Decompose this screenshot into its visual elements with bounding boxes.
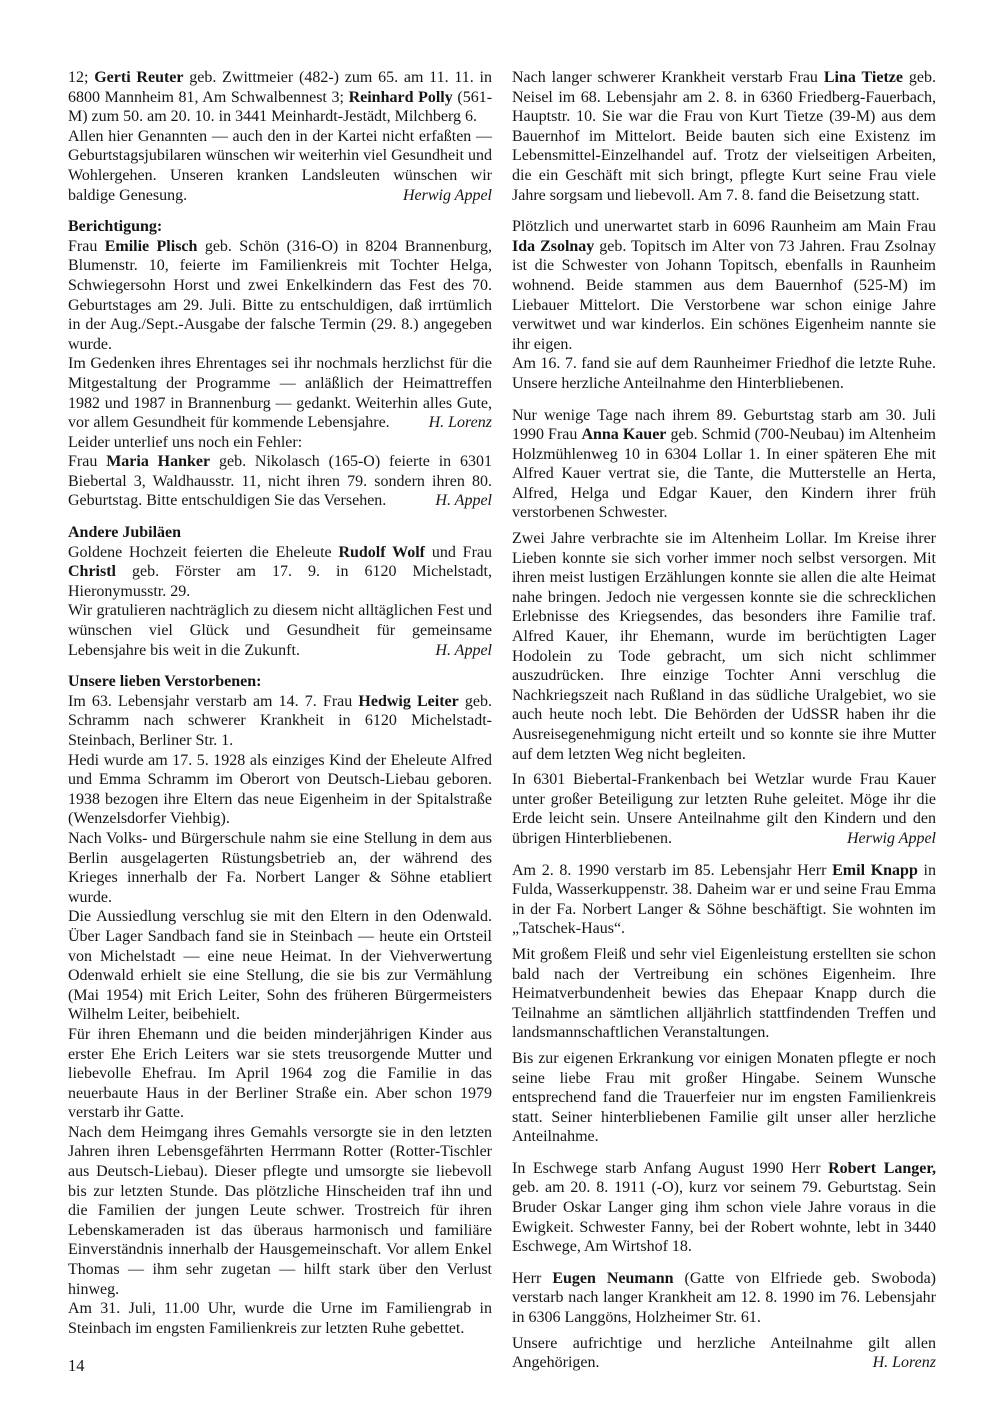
signature: H. Lorenz — [872, 1354, 936, 1372]
paragraph-text: Hedi wurde am 17. 5. 1928 als einziges Kind der Eheleute Alfred und Emma Schramm im Oberort von Deutsch-Liebau geboren. 1938 bezogen ihre Eltern das neue Eigenheim in der Spitalstraße (Wenzelsdorfer Viehbig). — [68, 751, 492, 828]
obituary-neumann-paragraph — [512, 1269, 936, 1328]
paragraph-text: Wir gratulieren nachträglich zu diesem nicht alltäglichen Fest und wünschen viel Glück und Gesundheit für gemeinsame Lebensjahre bis weit in die Zukunft. — [68, 602, 492, 659]
paragraph-text: Bis zur eigenen Erkrankung vor einigen Monaten pflegte er noch seine liebe Frau mit großer Hingabe. Seinem Wunsche entsprechend fand die Trauerfeier nur im engsten Familienkreis statt. Seiner hinterbliebenen Familie gilt unser aller herzliche Anteilnahme. — [512, 1049, 936, 1146]
obituary-neumann-condolence — [512, 1334, 936, 1373]
obituary-knapp-intro — [512, 861, 936, 939]
paragraph-text: Die Aussiedlung verschlug sie mit den Eltern in den Odenwald. Über Lager Sandbach fand sie in Steinbach — heute ein Ortsteil von Michelstadt — eine neue Heimat. In der Viehverwertung Odenwald erhielt sie eine Stellung, die sie bis zur Vermählung (Mai 1954) mit Erich Leiter, Sohn des früheren Bürgermeisters Wilhelm Leiter, beibehielt. — [68, 908, 492, 1024]
obituary-zsolnay-burial — [512, 354, 936, 393]
obituary-leiter-resettlement — [68, 907, 492, 1025]
paragraph-text: Frau Emilie Plisch geb. Schön (316-O) in 8204 Brannenburg, Blumenstr. 10, feierte im Familienkreis mit Tochter Helga, Schwiegersohn Horst und zwei Enkelkindern das Fest des 70. Geburtstages am 29. Juli. Bitte zu entschuldigen, daß irrtümlich in der Aug./Sept.-Ausgabe der falsche Termin (29. 8.) angegeben wurde. — [68, 237, 493, 353]
paragraph-text: Plötzlich und unerwartet starb in 6096 Raunheim am Main Frau Ida Zsolnay geb. Topitsch im Alter von 73 Jahren. Frau Zsolnay ist die Schwester von Johann Topitsch, ebenfalls in Raunheim wohnend. Beide stammen aus dem Bauernhof (525-M) im Liebauer Mittelort. Die Verstorbene war schon einige Jahre verwitwet und war kinderlos. Ein schönes Eigenheim nannte sie ihr eigen. — [512, 218, 936, 353]
heading-text: Unsere lieben Verstorbenen: — [68, 673, 262, 691]
page-content — [68, 68, 936, 1373]
obituary-zsolnay-intro — [512, 217, 936, 354]
obituary-kauer-intro — [512, 406, 936, 524]
paragraph-text: Am 2. 8. 1990 verstarb im 85. Lebensjahr Herr Emil Knapp in Fulda, Wasserkuppenstr. 38. Daheim war er und seine Frau Emma in der Fa. Norbert Langer & Söhne beschäftigt. Sie wohnten im „Tatschek-Haus“. — [512, 861, 937, 938]
paragraph-text: Für ihren Ehemann und die beiden minderjährigen Kinder aus erster Ehe Erich Leiters war sie stets treusorgende Mutter und liebevolle Ehefrau. Im April 1964 zog die Familie in das neuerbaute Haus in der Berliner Straße ein. Aber schon 1979 verstarb ihr Gatte. — [68, 1025, 492, 1122]
paragraph-text: Im Gedenken ihres Ehrentages sei ihr nochmals herzlichst für die Mitgestaltung der Programme — anläßlich der Heimattreffen 1982 und 1987 in Brannenburg — gedankt. Weiterhin alles Gute, vor allem Gesundheit für kommende Lebensjahre. — [68, 355, 492, 432]
paragraph-text: Leider unterlief uns noch ein Fehler: — [68, 433, 303, 451]
paragraph-text: Im 63. Lebensjahr verstarb am 14. 7. Frau Hedwig Leiter geb. Schramm nach schwerer Krankheit in 6120 Michelstadt-Steinbach, Berliner Str. 1. — [68, 692, 492, 749]
birthday-wishes-paragraph — [68, 127, 492, 205]
heading-text: Andere Jubiläen — [68, 524, 182, 542]
paragraph-text: Goldene Hochzeit feierten die Eheleute Rudolf Wolf und Frau Christl geb. Förster am 17. 9. in 6120 Michelstadt, Hieronymusstr. 29. — [68, 543, 492, 600]
obituary-langer-paragraph — [512, 1159, 936, 1257]
birthday-continuation-paragraph — [68, 68, 492, 127]
heading-text: Berichtigung: — [68, 218, 163, 236]
signature: H. Appel — [435, 492, 492, 510]
paragraph-text: Nach Volks- und Bürgerschule nahm sie eine Stellung in dem aus Berlin ausgelagerten Rüstungsbetrieb an, der während des Krieges innerhalb der Fa. Norbert Langer & Söhne etabliert wurde. — [68, 829, 492, 906]
obituary-leiter-intro — [68, 692, 492, 751]
signature: Herwig Appel — [402, 186, 492, 204]
obituary-leiter-work — [68, 829, 492, 907]
correction-intro-line — [68, 433, 492, 453]
obituary-leiter-burial — [68, 1299, 492, 1338]
obituary-tietze-paragraph — [512, 68, 936, 205]
obituary-kauer-life — [512, 529, 936, 764]
paragraph-text: Nach langer schwerer Krankheit verstarb Frau Lina Tietze geb. Neisel im 68. Lebensjahr am 2. 8. in 6360 Friedberg-Fauerbach, Hauptstr. 10. Sie war die Frau von Kurt Tietze (39-M) aus dem Bauernhof im Mittelort. Beide bauten sich eine Existenz im Lebensmittel-Einzelhandel auf. Trotz der vielseitigen Arbeiten, die ein Geschäft mit sich bringt, pflegte Kurt seine Frau viele Jahre sorgsam und liebevoll. Am 7. 8. fand die Beisetzung statt. — [512, 69, 937, 204]
paragraph-text: Unsere aufrichtige und herzliche Anteilnahme gilt allen Angehörigen. — [512, 1334, 936, 1372]
paragraph-text: Am 16. 7. fand sie auf dem Raunheimer Friedhof die letzte Ruhe. Unsere herzliche Anteilnahme den Hinterbliebenen. — [512, 355, 936, 392]
section-heading-verstorbene — [68, 672, 492, 692]
obituary-leiter-family — [68, 1025, 492, 1123]
congratulations-paragraph — [68, 601, 492, 660]
paragraph-text: Mit großem Fleiß und sehr viel Eigenleistung erstellten sie schon bald nach der Vertreibung ein schönes Eigenheim. Ihre Heimatverbundenheit bewies das Ehepaar Knapp durch die Teilnahme an sämtlichen alljährlich stattfindenden Treffen und landsmannschaftlichen Veranstaltungen. — [512, 945, 936, 1042]
paragraph-text: Zwei Jahre verbrachte sie im Altenheim Lollar. Im Kreise ihrer Lieben konnte sie sich vorher immer noch selbst versorgen. Mit ihren meist lustigen Erzählungen konnte sie allen die alte Heimat nahe bringen. Jedoch nie vergessen konnte sie die schrecklichen Erlebnisse des Kriegsendes, das besonders ihre Familie traf. Alfred Kauer, ihr Ehemann, wurde im berüchtigten Lager Hodolein zu Tode gebracht, um sich nicht schlimmer auszudrücken. Ihre einzige Tochter Anni verschlug die Nachkriegszeit nach Rußland in das südliche Uralgebiet, wo sie auch heute noch lebt. Die Behörden der UdSSR haben ihr die Ausreisegenehmigung nicht erteilt und so konnte sie ihre Mutter auf dem letzten Weg nicht begleiten. — [512, 530, 936, 763]
paragraph-text: Allen hier Genannten — auch den in der Kartei nicht erfaßten — Geburtstagsjubilaren wünschen wir weiterhin viel Gesundheit und Wohlergehen. Unseren kranken Landsleuten wünschen wir baldige Genesung. — [68, 127, 492, 204]
signature: H. Lorenz — [428, 414, 492, 432]
obituary-leiter-later-years — [68, 1123, 492, 1299]
page-number: 14 — [68, 1356, 85, 1375]
paragraph-text: Nur wenige Tage nach ihrem 89. Geburtstag starb am 30. Juli 1990 Frau Anna Kauer geb. Schmid (700-Neubau) im Altenheim Holzmühlenweg 10 in 6304 Lollar 1. In einer späteren Ehe mit Alfred Kauer vertrat sie, die Tante, die Mutterstelle an Herta, Alfred, Helga und Edgar Kauer, den Kindern ihrer früh verstorbenen Schwester. — [512, 406, 937, 522]
correction-plisch-paragraph — [68, 237, 492, 355]
signature: Herwig Appel — [846, 829, 936, 847]
section-heading-andere-jubilaeen — [68, 523, 492, 543]
correction-hanker-paragraph — [68, 452, 492, 511]
obituary-knapp-condolence — [512, 1049, 936, 1147]
left-column — [68, 68, 492, 1338]
paragraph-text: Nach dem Heimgang ihres Gemahls versorgte sie in den letzten Jahren ihren Lebensgefährten Herrmann Rotter (Rotter-Tischler aus Deutsch-Liebau). Dieser pflegte und umsorgte sie liebevoll bis zur letzten Stunde. Das plötzliche Hinscheiden traf ihn und die Familien der jungen Leute schwer. Trostreich für ihren Lebenskameraden ist das überaus harmonisch und familiäre Einverständnis innerhalb der Hausgemeinschaft. Vor allem Enkel Thomas — ihm sehr zugetan — hilft stark über den Verlust hinweg. — [68, 1123, 492, 1298]
golden-wedding-paragraph — [68, 543, 492, 602]
correction-thanks-paragraph — [68, 354, 492, 432]
section-heading-berichtigung — [68, 217, 492, 237]
paragraph-text: Am 31. Juli, 11.00 Uhr, wurde die Urne im Familiengrab in Steinbach im engsten Familienkreis zur letzten Ruhe gebettet. — [68, 1300, 492, 1337]
obituary-leiter-birth — [68, 751, 492, 829]
paragraph-text: Herr Eugen Neumann (Gatte von Elfriede geb. Swoboda) verstarb nach langer Krankheit am 12. 8. 1990 im 76. Lebensjahr in 6306 Langgöns, Holzheimer Str. 61. — [512, 1269, 937, 1327]
paragraph-text: 12; Gerti Reuter geb. Zwittmeier (482-) zum 65. am 11. 11. in 6800 Mannheim 81, Am Schwalbennest 3; Reinhard Polly (561-M) zum 50. am 20. 10. in 3441 Meinhardt-Jestädt, Milchberg 6. — [68, 69, 493, 126]
paragraph-text: Frau Maria Hanker geb. Nikolasch (165-O) feierte in 6301 Biebertal 3, Waldhausstr. 11, nicht ihren 79. sondern ihren 80. Geburtstag. Bitte entschuldigen Sie das Versehen. — [68, 453, 493, 510]
paragraph-text: In 6301 Biebertal-Frankenbach bei Wetzlar wurde Frau Kauer unter großer Beteiligung zur letzten Ruhe geleitet. Möge ihr die Erde leicht sein. Unsere Anteilnahme gilt den Kindern und den übrigen Hinterbliebenen. — [512, 771, 936, 847]
obituary-knapp-home — [512, 945, 936, 1043]
paragraph-text: In Eschwege starb Anfang August 1990 Herr Robert Langer, geb. am 20. 8. 1911 (-O), kurz vor seinem 79. Geburtstag. Sein Bruder Oskar Langer ging ihm schon viele Jahre voraus in die Ewigkeit. Schwester Fanny, bei der Robert wohnte, lebt in 3440 Eschwege, Am Wirtshof 18. — [512, 1159, 936, 1256]
obituary-kauer-burial — [512, 770, 936, 848]
right-column — [512, 68, 936, 1373]
signature: H. Appel — [435, 641, 492, 659]
